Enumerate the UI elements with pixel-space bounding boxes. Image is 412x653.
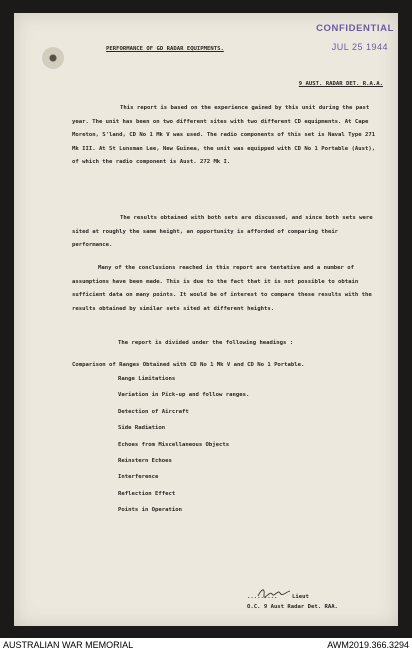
paragraph-2: The results obtained with both sets are discussed, and since both sets were sited at roughly the same height, an opportunity is afforded of comparing their performance.	[72, 215, 373, 249]
list-item: Reflection Effect	[118, 490, 176, 497]
footer-accession-number: AWM2019.366.3294	[327, 640, 409, 650]
unit-line: 9 AUST. RADAR DET. R.A.A.	[298, 81, 383, 87]
date-stamp: JUL 25 1944	[331, 42, 388, 52]
signature-unit: O.C. 9 Aust Radar Det. RAA.	[247, 604, 338, 610]
document-title: PERFORMANCE OF GD RADAR EQUIPMENTS.	[106, 46, 224, 52]
paragraph-1: This report is based on the experience gained by this unit during the past year. The unit has been on two different sites with two different CD equipments. At Cape Moreton, S'land, CD No 1 Mk V was used. The radio components of this set is Naval Type 271 Mk III. At St Lunsman Lee, New Guinea, the unit was equipped with CD No 1 Portable (Aust), of which the radio component is Aust. 272 Mk I.	[72, 105, 376, 166]
comparison-heading: Comparison of Ranges Obtained with CD No 1 Mk V and CD No 1 Portable.	[72, 362, 305, 368]
headings-list	[118, 376, 249, 524]
list-item: Variation in Pick-up and follow ranges.	[118, 392, 250, 399]
list-item: Echoes from Miscellaneous Objects	[118, 441, 230, 448]
paragraph-4: The report is divided under the following headings :	[118, 340, 294, 346]
list-item: Range Limitations	[118, 376, 176, 382]
footer-bar	[0, 638, 412, 653]
punch-hole-icon	[42, 47, 64, 69]
list-item: Detection of Aircraft	[118, 408, 189, 415]
paragraph-3: Many of the conclusions reached in this report are tentative and a number of assumptions have been made. This is due to the fact that it is not possible to obtain sufficient data on many points. It would be of interest to compare these results with the results obtained by similar sets sited at different heights.	[72, 265, 372, 312]
list-item: Reinstern Echoes	[118, 457, 172, 464]
confidential-stamp: CONFIDENTIAL	[316, 23, 394, 34]
footer-institution: AUSTRALIAN WAR MEMORIAL	[3, 640, 134, 650]
list-item: Side Radiation	[118, 425, 166, 432]
signature-dots: .........	[247, 594, 278, 600]
list-item: Points in Operation	[118, 507, 182, 514]
signature-rank: Lieut	[292, 594, 309, 600]
list-item: Interference	[118, 474, 159, 481]
